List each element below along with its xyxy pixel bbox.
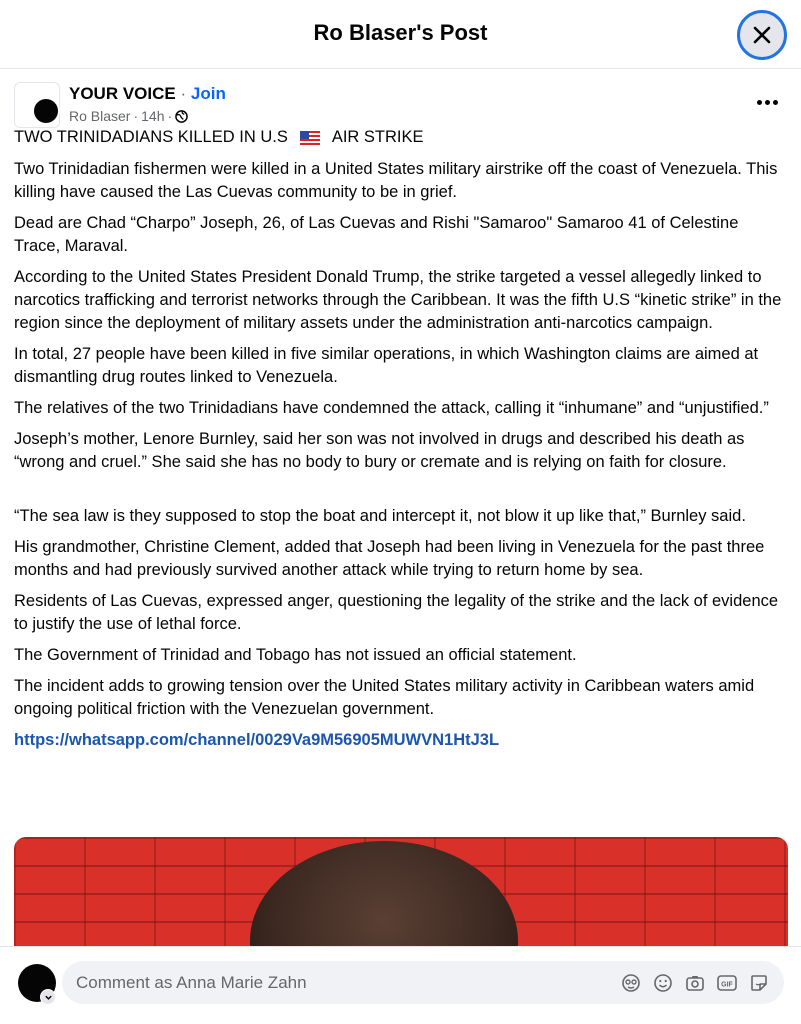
post-paragraph: The relatives of the two Trinidadians have condemned the attack, calling it “inhumane” and “unjustified.”: [14, 399, 769, 417]
author-name[interactable]: Ro Blaser: [69, 108, 131, 124]
comment-tools: [620, 971, 770, 995]
post-text: [14, 126, 786, 760]
emoji-icon[interactable]: [652, 972, 674, 994]
post-paragraph: Dead are Chad “Charpo” Joseph, 26, of Las Cuevas and Rishi "Samaroo" Samaroo 41 of Celestine Trace, Maraval.: [14, 214, 739, 255]
sticker-icon[interactable]: [748, 972, 770, 994]
post-scroll-area[interactable]: [0, 70, 801, 946]
post-dialog-header: [0, 0, 801, 69]
chevron-down-icon: [44, 993, 53, 1002]
group-line: [69, 84, 226, 104]
post-paragraph: Residents of Las Cuevas, expressed anger, questioning the legality of the strike and the lack of evidence to justify the use of lethal force.: [14, 592, 779, 633]
photo-subject: [250, 841, 518, 946]
account-switch-button[interactable]: [40, 989, 56, 1005]
separator: ·: [167, 108, 173, 124]
post-header: [14, 80, 786, 126]
author-avatar[interactable]: [32, 97, 60, 125]
gif-icon[interactable]: [716, 972, 738, 994]
globe-icon: [175, 110, 188, 123]
separator: ·: [180, 84, 187, 103]
close-icon: [752, 25, 772, 45]
more-options-icon: [757, 100, 762, 105]
comment-bar: [0, 946, 801, 1024]
post-paragraph: His grandmother, Christine Clement, added that Joseph had been living in Venezuela for the past three months and had previously survived another attack while trying to return home by sea.: [14, 538, 765, 579]
post-time[interactable]: 14h: [141, 108, 165, 124]
post-photo[interactable]: [14, 837, 788, 946]
post-paragraph: The Government of Trinidad and Tobago has not issued an official statement.: [14, 646, 577, 664]
group-name[interactable]: YOUR VOICE: [69, 84, 176, 103]
svg-text:GIF: GIF: [721, 981, 733, 989]
post-paragraph: Two Trinidadian fishermen were killed in a United States military airstrike off the coast of Venezuela. This killing have caused the Las Cuevas community to be in grief.: [14, 160, 778, 201]
join-button[interactable]: Join: [190, 84, 226, 103]
post-paragraph: “The sea law is they supposed to stop the boat and intercept it, not blow it up like that,” Burnley said.: [14, 507, 746, 525]
post-paragraph: In total, 27 people have been killed in five similar operations, in which Washington claims are aimed at dismantling drug routes linked to Venezuela.: [14, 345, 759, 386]
post-paragraph: Joseph’s mother, Lenore Burnley, said her son was not involved in drugs and described his death as “wrong and cruel.” She said she has no body to bury or cremate and is relying on faith for closure.: [14, 430, 745, 471]
dialog-title: Ro Blaser's Post: [313, 20, 488, 45]
post-paragraph: The incident adds to growing tension over the United States military activity in Caribbean waters amid ongoing political friction with the Venezuelan government.: [14, 677, 755, 718]
more-options-button[interactable]: [752, 90, 782, 114]
post-paragraph: According to the United States President Donald Trump, the strike targeted a vessel allegedly linked to narcotics trafficking and terrorist networks through the Caribbean. It was the fifth U.S “kinetic strike” in the region since the deployment of military assets under the administration anti-narcotics campaign.: [14, 268, 782, 332]
whatsapp-channel-link[interactable]: https://whatsapp.com/channel/0029Va9M56905MUWVN1HtJ3L: [14, 731, 500, 749]
avatar-sticker-icon[interactable]: [620, 972, 642, 994]
close-button[interactable]: [737, 10, 787, 60]
camera-icon[interactable]: [684, 972, 706, 994]
us-flag-emoji: [300, 131, 320, 145]
post-headline: TWO TRINIDADIANS KILLED IN U.S AIR STRIKE: [14, 128, 424, 146]
separator: ·: [133, 108, 139, 124]
post-meta: [69, 108, 188, 124]
